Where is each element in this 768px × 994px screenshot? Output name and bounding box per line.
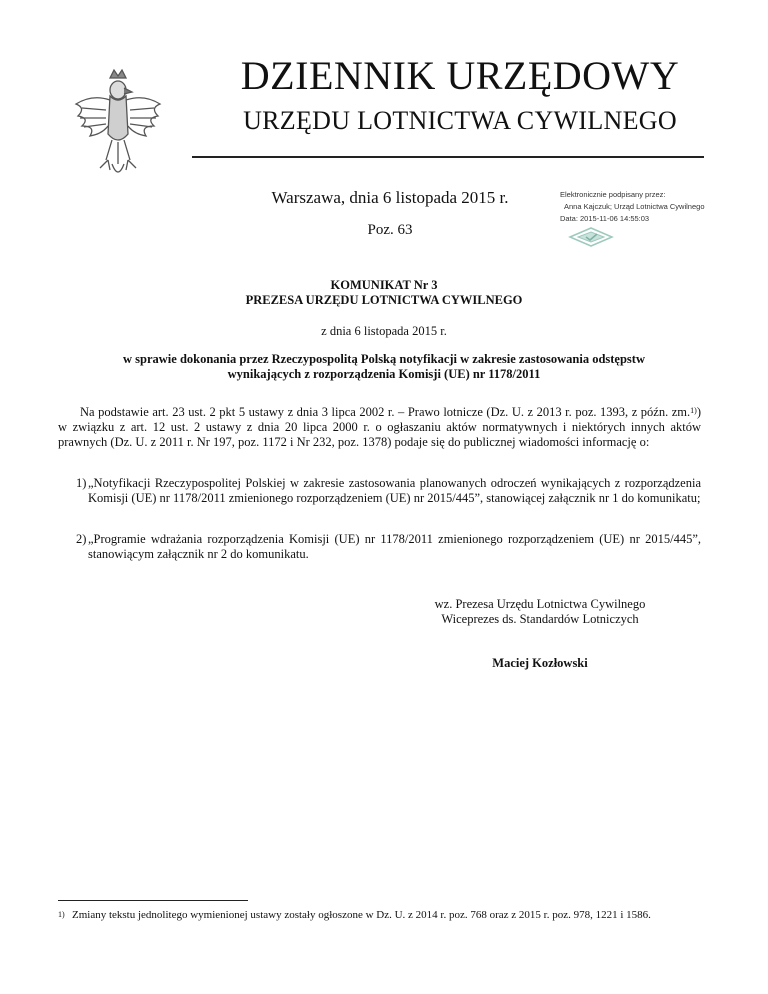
footnote-text: Zmiany tekstu jednolitego wymienionej ustawy zostały ogłoszone w Dz. U. z 2014 r. poz. 768 oraz z 2015 r. poz. 978, 1221 i 1586. <box>72 909 651 921</box>
signer-name: Maciej Kozłowski <box>492 656 588 670</box>
signatory-line1: wz. Prezesa Urzędu Lotnictwa Cywilnego <box>434 597 646 611</box>
signatory-line2: Wiceprezes ds. Standardów Lotniczych <box>441 612 639 626</box>
signature-check-icon <box>566 226 616 248</box>
document-subject <box>40 352 728 382</box>
position-number: Poz. 63 <box>367 222 413 238</box>
list-item-text: „Programie wdrażania rozporządzenia Komisji (UE) nr 1178/2011 zmienionego rozporządzeniem (UE) nr 2015/445”, stanowiącym załącznik nr 2 do komunikatu. <box>88 532 701 561</box>
body-part2: ) w związku z art. 12 ust. 2 ustawy z dnia 20 lipca 2000 r. o ogłaszaniu aktów normatywnych i niektórych innych aktów prawnych (Dz. U. z 2011 r. Nr 197, poz. 1172 i Nr 232, poz. 1378) podaje się do publicznej wiadomości informację o: <box>58 405 701 449</box>
document-heading <box>40 278 728 308</box>
list-item <box>58 476 701 506</box>
list-item-number: 2) <box>76 532 87 546</box>
polish-eagle-emblem-icon <box>66 64 170 184</box>
heading-line1: KOMUNIKAT Nr 3 <box>330 278 438 292</box>
footnote-marker: 1) <box>58 910 65 919</box>
city-date: Warszawa, dnia 6 listopada 2015 r. <box>271 188 509 207</box>
signature-stamp-line3: Data: 2015-11-06 14:55:03 <box>560 214 650 223</box>
publication-subtitle: URZĘDU LOTNICTWA CYWILNEGO <box>243 106 677 135</box>
signatory-block <box>400 597 680 627</box>
footnote-reference: 1) <box>690 406 697 415</box>
footnote-divider <box>58 900 248 901</box>
subject-line2: wynikających z rozporządzenia Komisji (UE) nr 1178/2011 <box>227 367 541 381</box>
footnote <box>58 908 701 922</box>
signature-stamp-line1: Elektronicznie podpisany przez: <box>560 190 666 199</box>
header-divider <box>192 156 704 158</box>
subject-line1: w sprawie dokonania przez Rzeczypospolitą Polską notyfikacji w zakresie zastosowania odstępstw <box>123 352 645 366</box>
list-item-number: 1) <box>76 476 87 490</box>
electronic-signature-stamp <box>560 189 760 225</box>
heading-line2: PREZESA URZĘDU LOTNICTWA CYWILNEGO <box>245 293 523 307</box>
body-part1: Na podstawie art. 23 ust. 2 pkt 5 ustawy z dnia 3 lipca 2002 r. – Prawo lotnicze (Dz. U. z 2013 r. poz. 1393, z późn. zm. <box>80 405 691 419</box>
document-date: z dnia 6 listopada 2015 r. <box>321 324 447 338</box>
publication-title: DZIENNIK URZĘDOWY <box>240 53 680 98</box>
body-paragraph <box>58 405 701 450</box>
signature-stamp-line2: Anna Kajczuk; Urząd Lotnictwa Cywilnego <box>564 202 705 211</box>
list-item-text: „Notyfikacji Rzeczypospolitej Polskiej w zakresie zastosowania planowanych odroczeń wynikających z rozporządzenia Komisji (UE) nr 1178/2011 zmienionego rozporządzeniem (UE) nr 2015/445”, stanowiącej załącznik nr 1 do komunikatu; <box>88 476 701 505</box>
list-item <box>58 532 701 562</box>
